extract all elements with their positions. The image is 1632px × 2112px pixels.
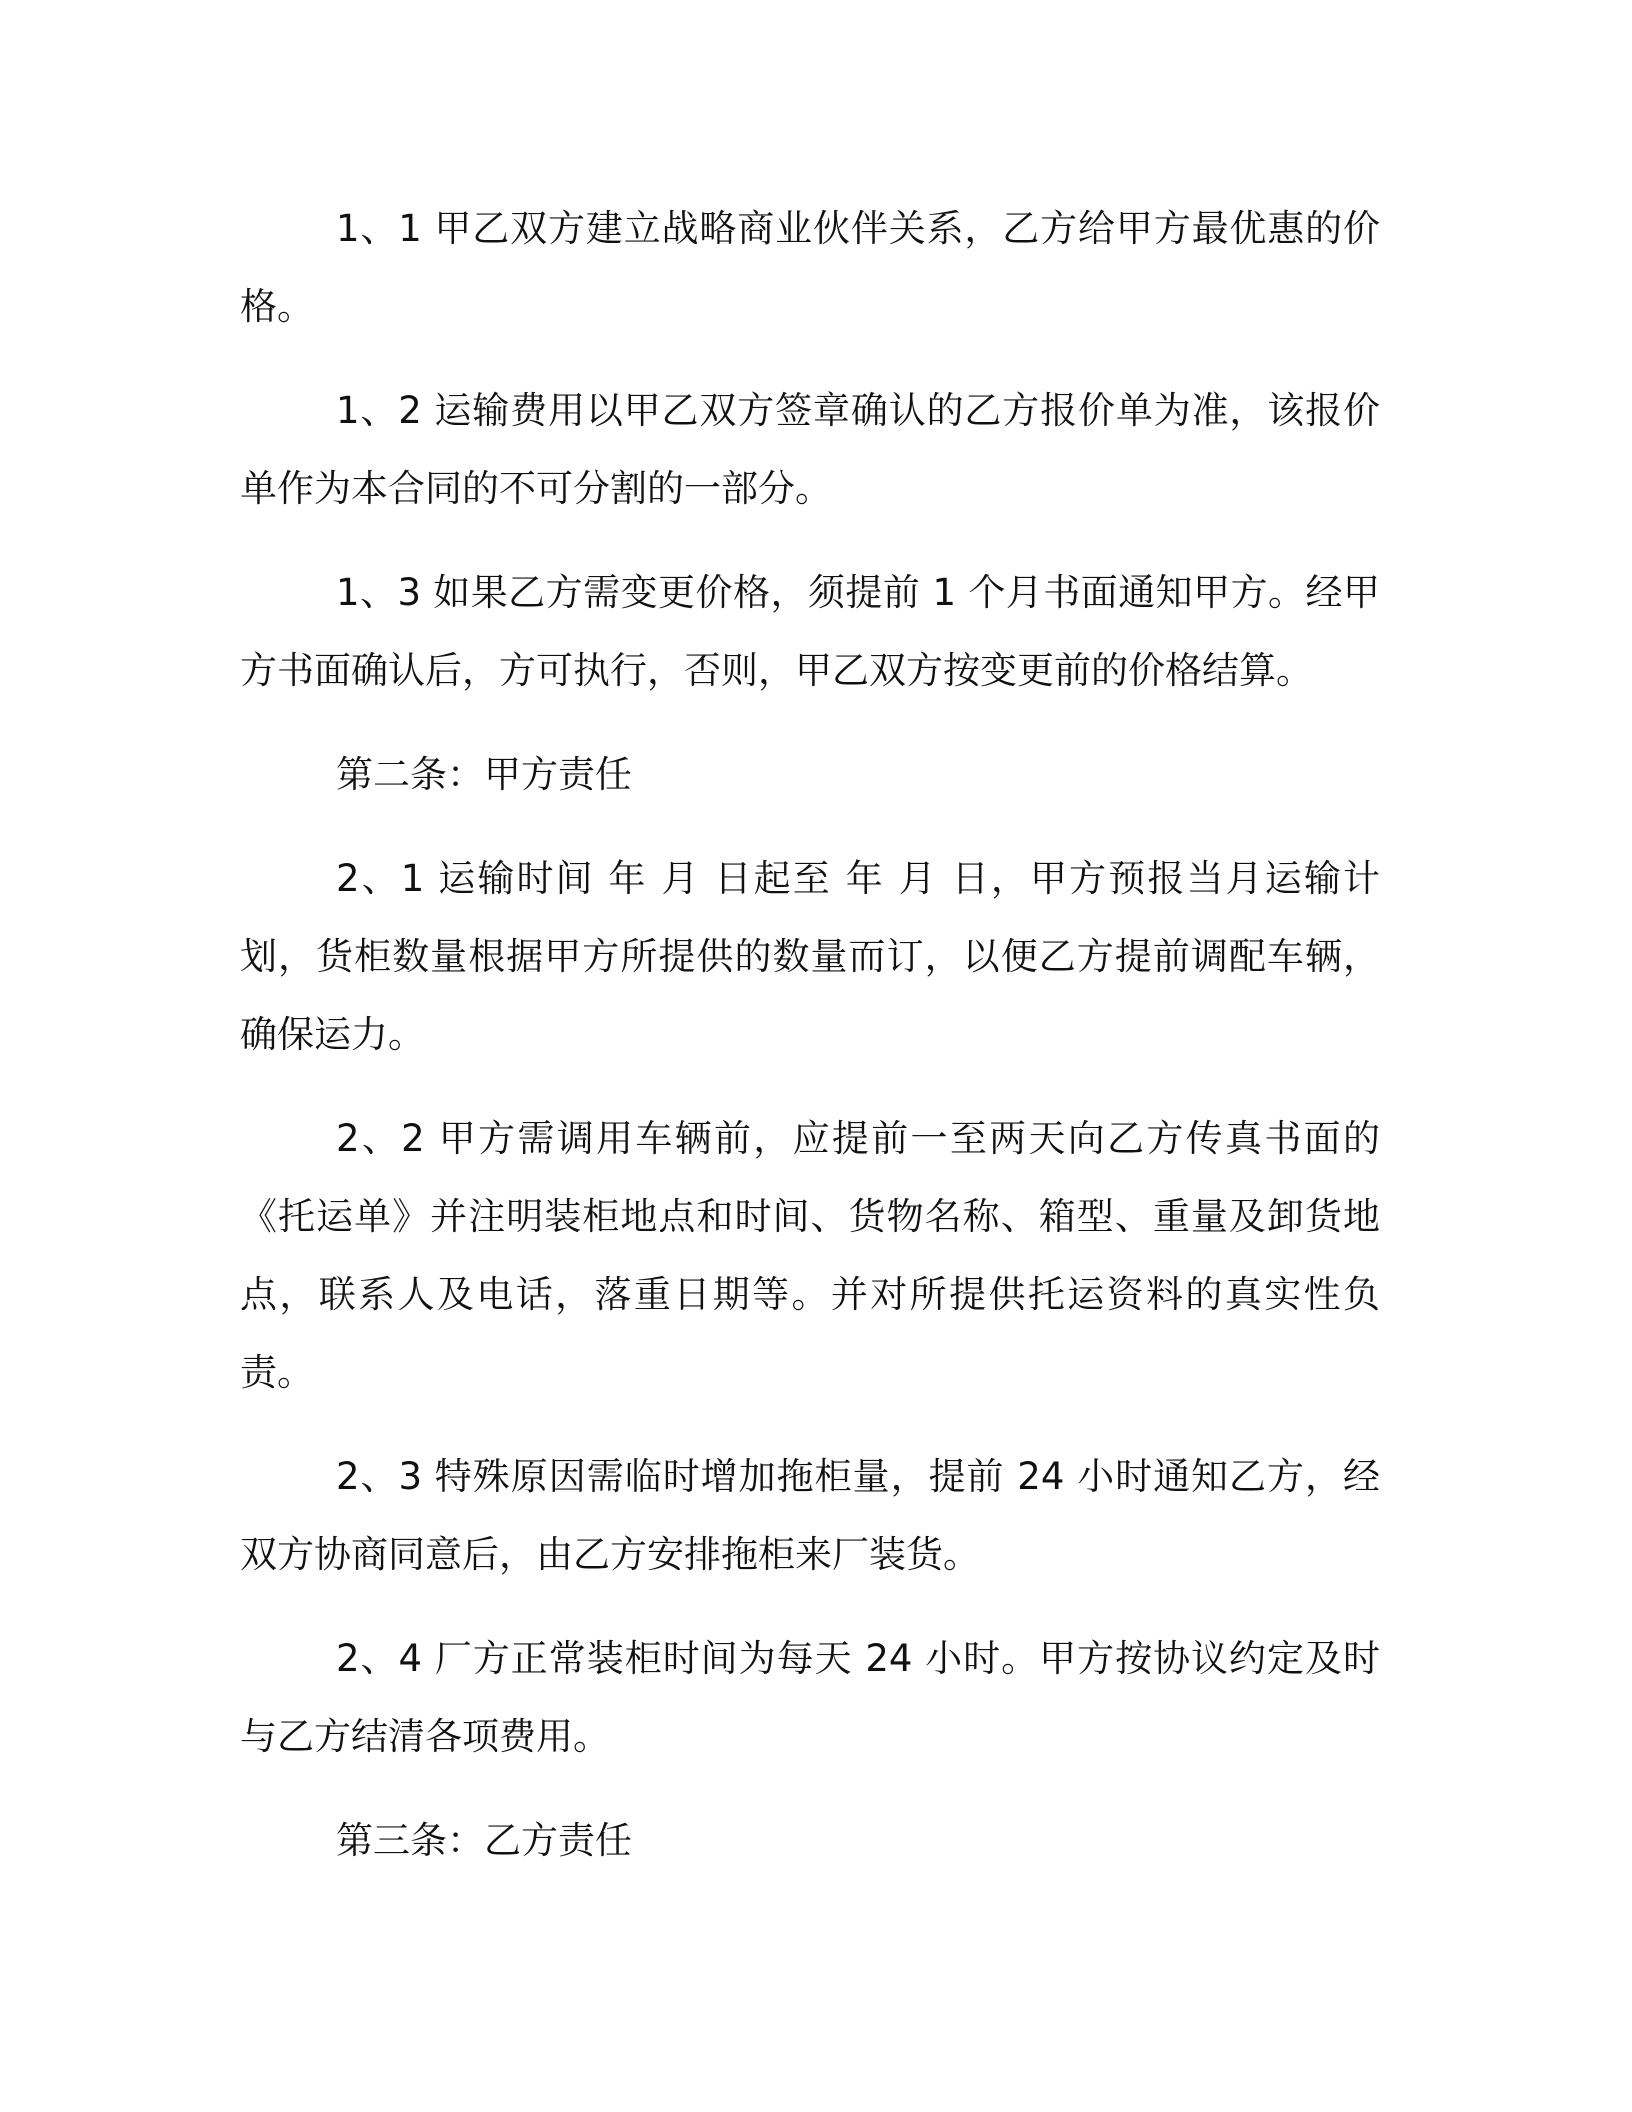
clause-2-4: 2、4 厂方正常装柜时间为每天 24 小时。甲方按协议约定及时与乙方结清各项费用。	[240, 1637, 1380, 1758]
clause-2-3: 2、3 特殊原因需临时增加拖柜量，提前 24 小时通知乙方，经双方协商同意后，由乙方安排拖柜来厂装货。	[240, 1455, 1380, 1576]
clause-2-2: 2、2 甲方需调用车辆前，应提前一至两天向乙方传真书面的《托运单》并注明装柜地点和时间、货物名称、箱型、重量及卸货地点，联系人及电话，落重日期等。并对所提供托运资料的真实性负责。	[240, 1117, 1380, 1394]
section-heading-article-3: 第三条：乙方责任	[336, 1819, 632, 1862]
clause-1-3: 1、3 如果乙方需变更价格，须提前 1 个月书面通知甲方。经甲方书面确认后，方可执行，否则，甲乙双方按变更前的价格结算。	[240, 571, 1380, 692]
section-heading-article-2: 第二条：甲方责任	[336, 753, 632, 796]
clause-1-1: 1、1 甲乙双方建立战略商业伙伴关系，乙方给甲方最优惠的价格。	[240, 207, 1380, 328]
document-body	[240, 190, 1380, 1906]
clause-1-2: 1、2 运输费用以甲乙双方签章确认的乙方报价单为准，该报价单作为本合同的不可分割的一部分。	[240, 389, 1380, 510]
clause-2-1: 2、1 运输时间 年 月 日起至 年 月 日，甲方预报当月运输计划，货柜数量根据甲方所提供的数量而订，以便乙方提前调配车辆，确保运力。	[240, 857, 1380, 1056]
